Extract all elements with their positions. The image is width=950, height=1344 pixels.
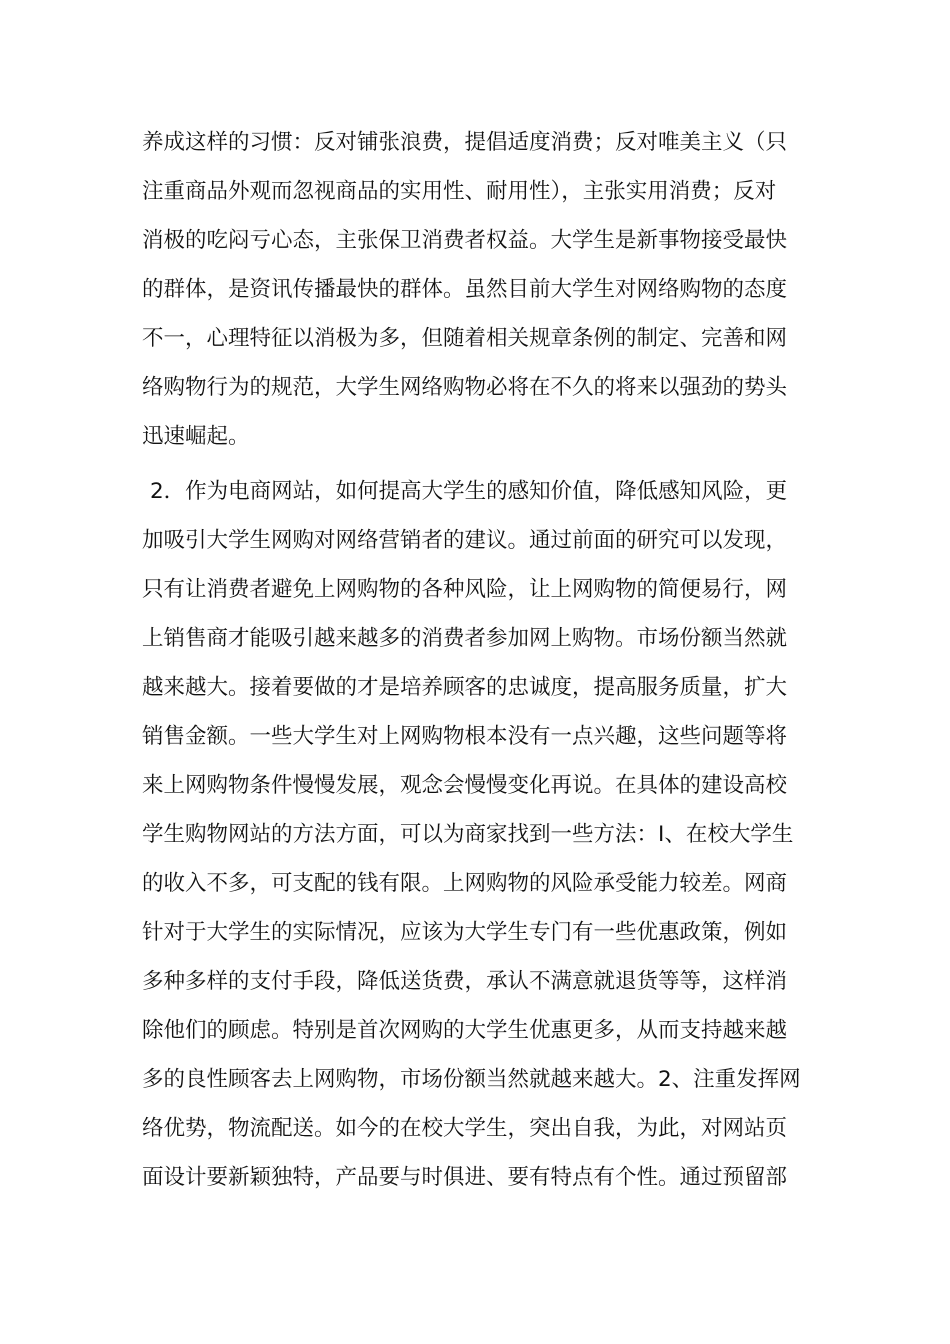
text-line: 越来越大。接着要做的才是培养顾客的忠诚度，提高服务质量，扩大: [142, 675, 788, 700]
text-line: 来上网购物条件慢慢发展，观念会慢慢变化再说。在具体的建设高校: [142, 773, 788, 798]
text-line: 不一，心理特征以消极为多，但随着相关规章条例的制定、完善和网: [142, 326, 788, 351]
text-line: 加吸引大学生网购对网络营销者的建议。通过前面的研究可以发现，: [142, 528, 788, 553]
text-line: 络购物行为的规范，大学生网络购物必将在不久的将来以强劲的势头: [142, 375, 788, 400]
document-body: [142, 118, 852, 1202]
text-line: 的收入不多，可支配的钱有限。上网购物的风险承受能力较差。网商: [142, 871, 788, 896]
text-line: 养成这样的习惯：反对铺张浪费，提倡适度消费；反对唯美主义（只: [142, 130, 788, 155]
text-line: 注重商品外观而忽视商品的实用性、耐用性），主张实用消费；反对: [142, 179, 777, 204]
text-line: 的群体，是资讯传播最快的群体。虽然目前大学生对网络购物的态度: [142, 277, 788, 302]
paragraph-2: [142, 467, 852, 1202]
text-line: 消极的吃闷亏心态，主张保卫消费者权益。大学生是新事物接受最快: [142, 228, 788, 253]
text-line: 多种多样的支付手段，降低送货费，承认不满意就退货等等，这样消: [142, 969, 788, 994]
text-line: 只有让消费者避免上网购物的各种风险，让上网购物的简便易行，网: [142, 577, 788, 602]
text-line: 络优势，物流配送。如今的在校大学生，突出自我，为此，对网站页: [142, 1116, 788, 1141]
text-line: 面设计要新颖独特，产品要与时俱进、要有特点有个性。通过预留部: [142, 1165, 788, 1190]
text-line: 销售金额。一些大学生对上网购物根本没有一点兴趣，这些问题等将: [142, 724, 788, 749]
text-line: 针对于大学生的实际情况，应该为大学生专门有一些优惠政策，例如: [142, 920, 788, 945]
text-line: 迅速崛起。: [142, 424, 250, 449]
text-line: 上销售商才能吸引越来越多的消费者参加网上购物。市场份额当然就: [142, 626, 788, 651]
text-line: 2．作为电商网站，如何提高大学生的感知价值，降低感知风险，更: [150, 479, 788, 504]
text-line: 学生购物网站的方法方面，可以为商家找到一些方法：I、在校大学生: [142, 822, 794, 847]
paragraph-1: [142, 118, 852, 461]
text-line: 多的良性顾客去上网购物，市场份额当然就越来越大。2、注重发挥网: [142, 1067, 801, 1092]
text-line: 除他们的顾虑。特别是首次网购的大学生优惠更多，从而支持越来越: [142, 1018, 788, 1043]
